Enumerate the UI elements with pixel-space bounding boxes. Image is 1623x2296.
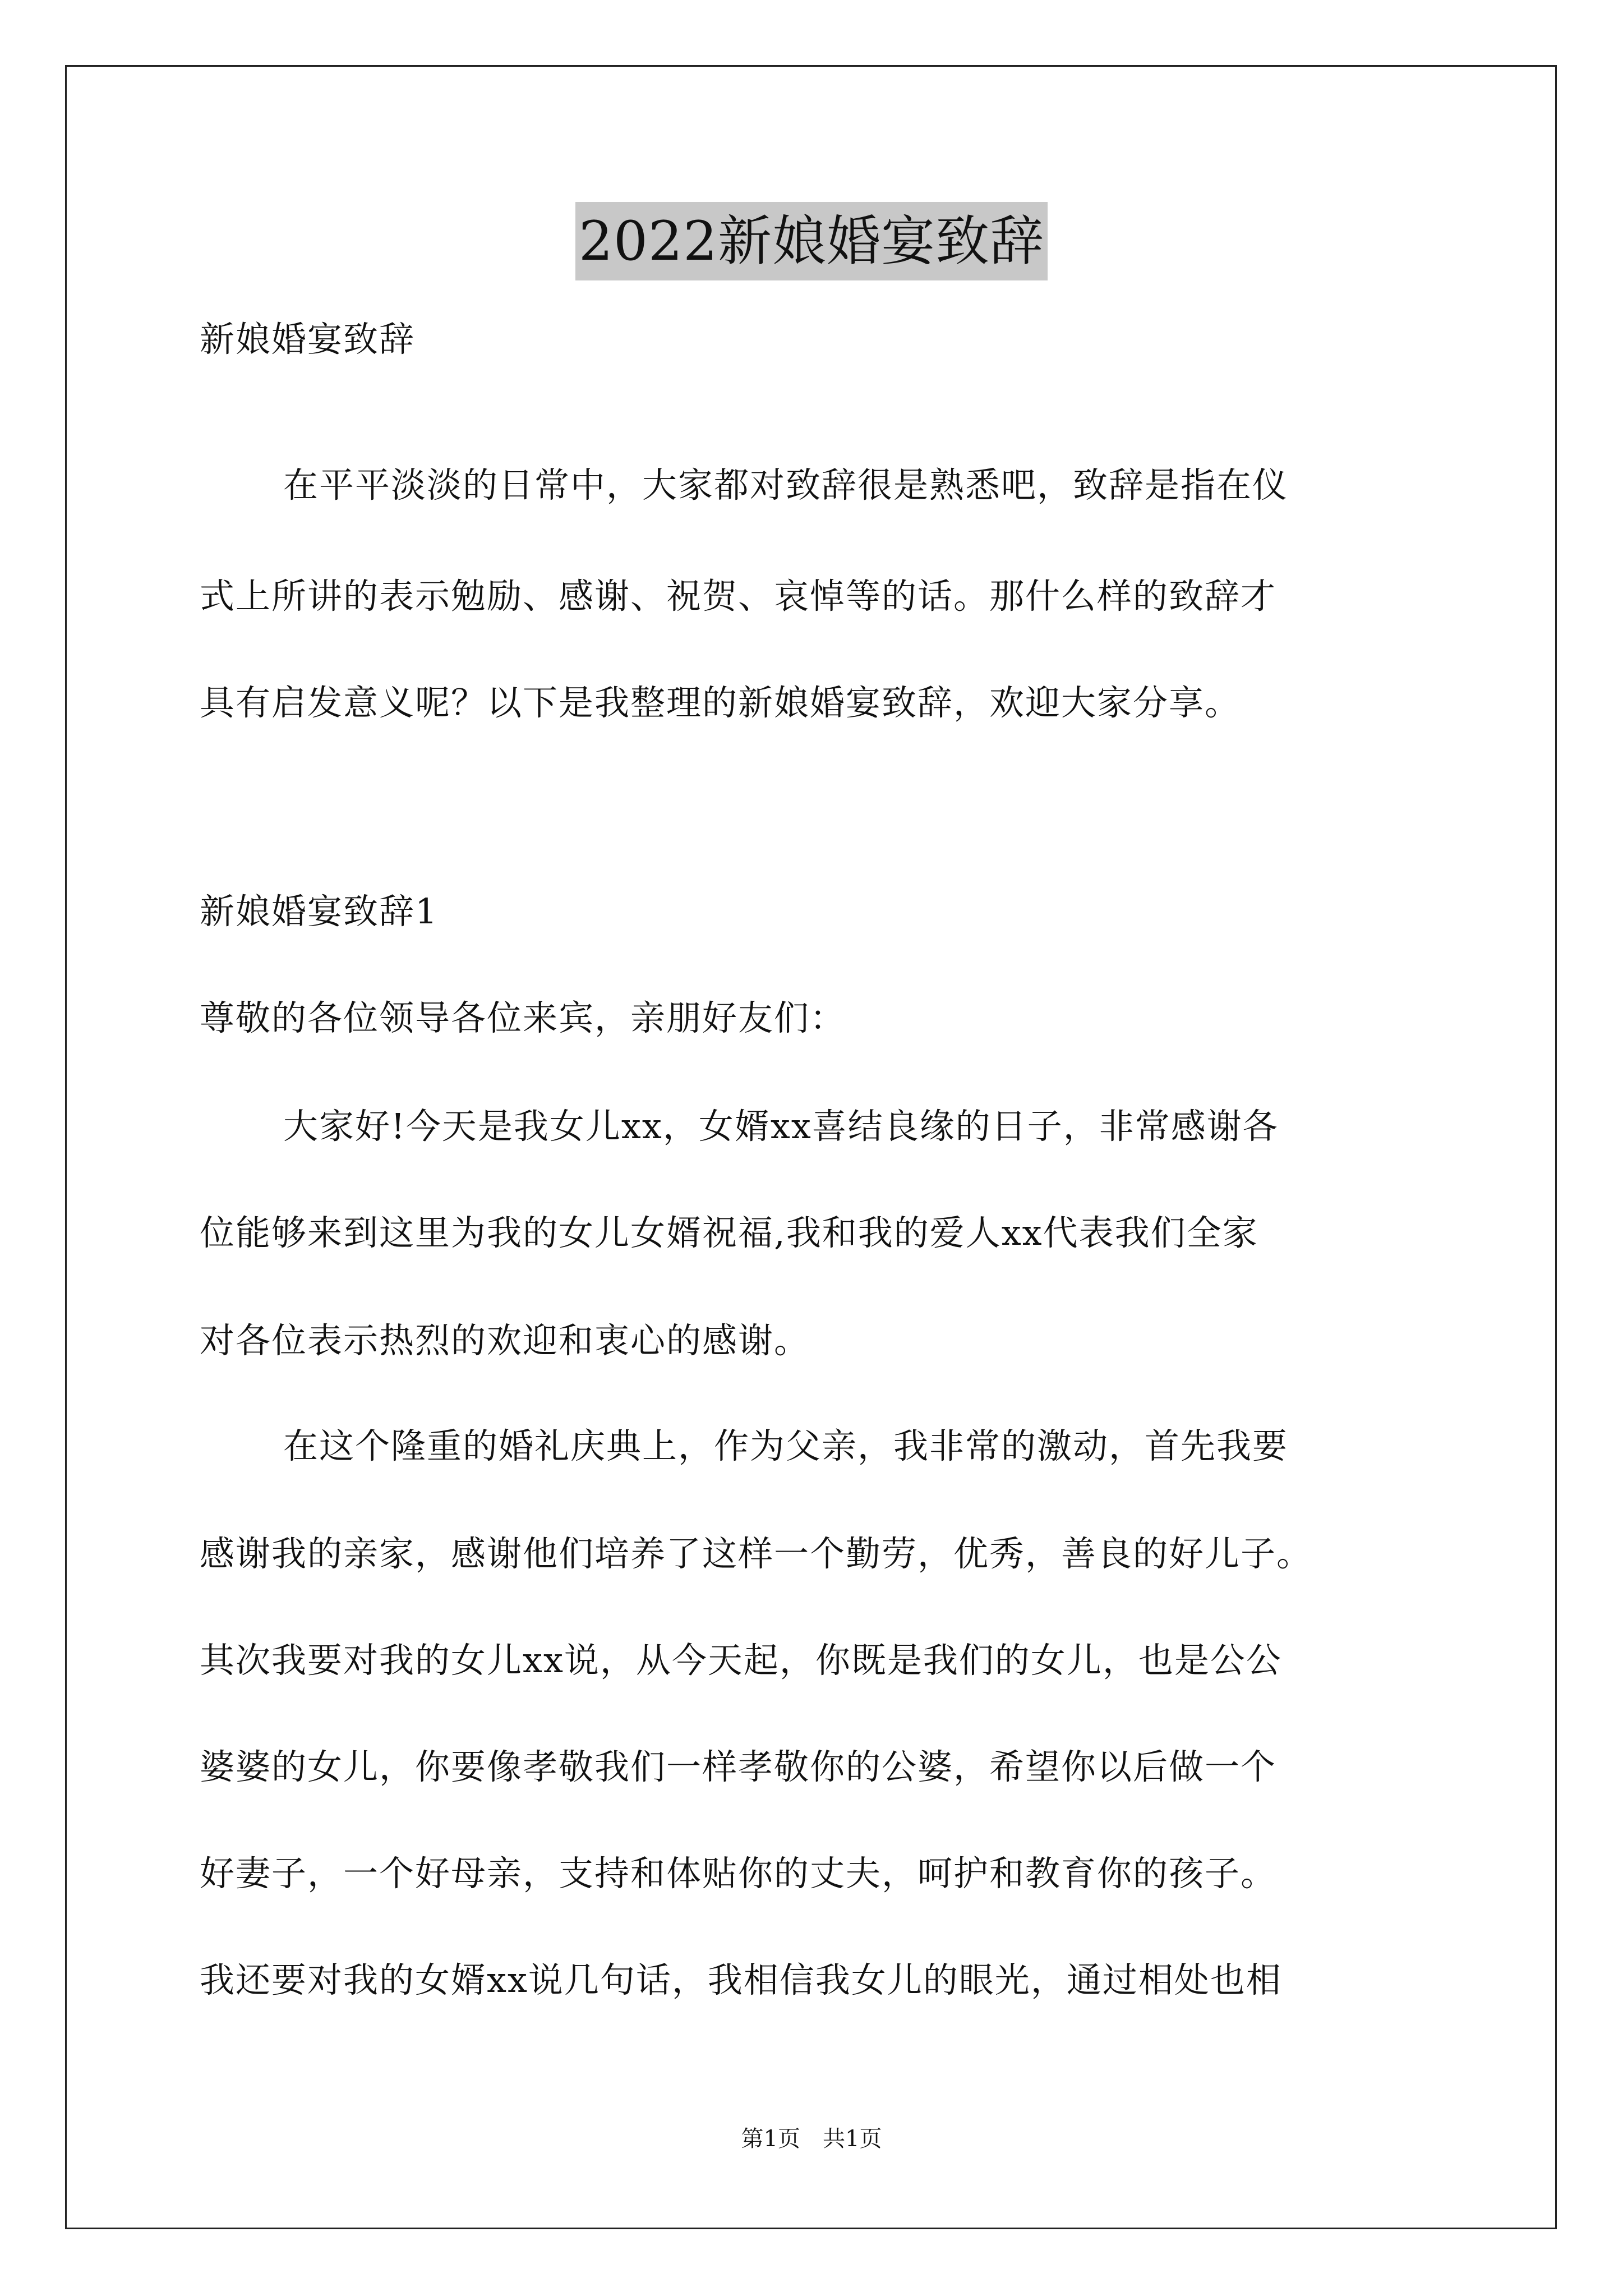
salutation-line: 尊敬的各位领导各位来宾，亲朋好友们： <box>200 997 846 1038</box>
subtitle-line: 新娘婚宴致辞 <box>200 319 416 360</box>
body-line-1: 大家好!今天是我女儿xx，女婿xx喜结良缘的日子，非常感谢各 <box>283 1106 1279 1147</box>
document-title-text: 2022新娘婚宴致辞 <box>575 202 1048 280</box>
body-line-6: 其次我要对我的女儿xx说，从今天起，你既是我们的女儿，也是公公 <box>200 1640 1282 1681</box>
body-line-8: 好妻子，一个好母亲，支持和体贴你的丈夫，呵护和教育你的孩子。 <box>200 1853 1277 1894</box>
intro-line-1: 在平平淡淡的日常中，大家都对致辞很是熟悉吧，致辞是指在仪 <box>283 464 1289 505</box>
body-line-3: 对各位表示热烈的欢迎和衷心的感谢。 <box>200 1320 810 1361</box>
document-title <box>0 202 1623 280</box>
body-line-7: 婆婆的女儿，你要像孝敬我们一样孝敬你的公婆，希望你以后做一个 <box>200 1746 1277 1787</box>
page-footer: 第1页 共1页 <box>741 2126 882 2152</box>
body-line-5: 感谢我的亲家，感谢他们培养了这样一个勤劳，优秀，善良的好儿子。 <box>200 1533 1313 1574</box>
body-line-4: 在这个隆重的婚礼庆典上，作为父亲，我非常的激动，首先我要 <box>283 1425 1289 1466</box>
body-line-2: 位能够来到这里为我的女儿女婿祝福,我和我的爱人xx代表我们全家 <box>200 1212 1258 1253</box>
section-heading: 新娘婚宴致辞1 <box>200 891 439 932</box>
intro-line-3: 具有启发意义呢？以下是我整理的新娘婚宴致辞，欢迎大家分享。 <box>200 682 1241 723</box>
body-line-9: 我还要对我的女婿xx说几句话，我相信我女儿的眼光，通过相处也相 <box>200 1959 1282 2000</box>
intro-line-2: 式上所讲的表示勉励、感谢、祝贺、哀悼等的话。那什么样的致辞才 <box>200 576 1277 616</box>
